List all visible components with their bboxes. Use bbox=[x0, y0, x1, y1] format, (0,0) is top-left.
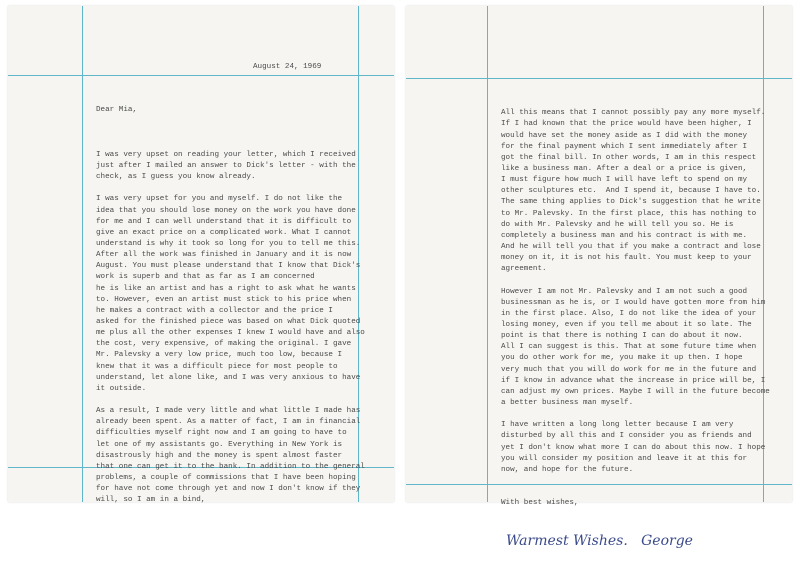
text-line: he makes a contract with a collector and the price I bbox=[96, 306, 333, 315]
text-line: money on it, it is not his fault. You must keep to your bbox=[501, 254, 752, 263]
letter-body bbox=[501, 86, 770, 572]
text-line: let one of my assistants go. Everything in New York is bbox=[96, 440, 343, 449]
text-line: in the first place. Also, I do not like the idea of your bbox=[501, 309, 757, 318]
text-line: All I can suggest is this. That at some future time when bbox=[501, 343, 757, 352]
text-line: it outside. bbox=[96, 384, 147, 393]
text-line: do with Mr. Palevsky and he will tell you so. He is bbox=[501, 220, 734, 229]
text-line: If I had known that the price would have been higher, I bbox=[501, 120, 752, 129]
letter-body bbox=[96, 83, 365, 540]
text-line: just after I mailed an answer to Dick's letter - with the bbox=[96, 162, 356, 171]
text-line: would have set the money aside as I did with the money bbox=[501, 131, 748, 140]
text-line: problems, a couple of commissions that I have been hoping bbox=[96, 474, 356, 482]
text-line: The same thing applies to Dick's suggestion that he write bbox=[501, 198, 761, 207]
text-line: check, as I guess you know already. bbox=[96, 173, 256, 182]
text-line: businessman as he is, or I would have gotten more from him bbox=[501, 298, 766, 307]
text-line: understand, let alone like, and I was very anxious to have bbox=[96, 373, 361, 382]
paragraph bbox=[501, 287, 770, 410]
paragraph bbox=[501, 108, 770, 275]
text-line: As a result, I made very little and what little I made has bbox=[96, 407, 361, 416]
paragraph bbox=[96, 150, 365, 183]
paragraph bbox=[501, 420, 770, 476]
margin-rule-top bbox=[8, 75, 394, 76]
text-line: I was very upset on reading your letter, which I received bbox=[96, 150, 356, 159]
text-line: the cost, very expensive, of making the original. I gave bbox=[96, 340, 352, 349]
text-line: me plus all the other expenses I knew I would have and also bbox=[96, 329, 365, 338]
paragraph bbox=[96, 406, 365, 506]
text-line: completely a business man and his contract is with me. bbox=[501, 231, 748, 240]
margin-rule-left bbox=[487, 6, 488, 502]
text-line: difficulties myself right now and I am going to have to bbox=[96, 429, 347, 438]
text-line: disturbed by all this and I consider you as friends and bbox=[501, 432, 752, 441]
handwritten-signature: Warmest Wishes. George bbox=[506, 532, 693, 549]
text-line: for have not come through yet and now I don't know if they bbox=[96, 485, 361, 494]
text-line: if I know in advance what the increase in price will be, I bbox=[501, 376, 766, 385]
text-line: idea that you should lose money on the work you have done bbox=[96, 206, 356, 215]
text-line: for the final payment which I sent immediately after I bbox=[501, 142, 748, 151]
text-line: point is that there is nothing I can do about it now. bbox=[501, 332, 743, 341]
margin-rule-top bbox=[406, 78, 792, 79]
text-line: knew that it was a difficult piece for most people to bbox=[96, 362, 338, 371]
text-line: I have written a long long letter because I am very bbox=[501, 421, 734, 430]
text-line: can adjust my own prices. Maybe I will in the future become bbox=[501, 387, 770, 396]
text-line: Mr. Palevsky a very low price, much too low, because I bbox=[96, 351, 343, 360]
text-line: to. However, even an artist must stick to his price when bbox=[96, 295, 352, 304]
text-line: I was very upset for you and myself. I do not like the bbox=[96, 195, 343, 204]
text-line: now, and hope for the future. bbox=[501, 465, 634, 474]
text-line: I must figure how much I will have left to spend on my bbox=[501, 176, 748, 185]
salutation: Dear Mia, bbox=[96, 106, 138, 115]
text-line: like a business man. After a deal or a price is given, bbox=[501, 165, 748, 174]
text-line: already been spent. As a matter of fact, I am in financial bbox=[96, 418, 361, 427]
text-line: to Mr. Palevsky. In the first place, this has nothing to bbox=[501, 209, 757, 218]
text-line: he is like an artist and has a right to ask what he wants bbox=[96, 284, 356, 293]
text-line: However I am not Mr. Palevsky and I am not such a good bbox=[501, 287, 748, 296]
text-line: a better business man myself. bbox=[501, 398, 634, 407]
text-line: disastrously high and the money is spent almost faster bbox=[96, 451, 343, 460]
text-line: will, so I am in a bind, bbox=[96, 496, 206, 505]
text-line: very much that you will do work for me in the future and bbox=[501, 365, 757, 374]
text-line: And he will tell you that if you make a contract and lose bbox=[501, 243, 761, 251]
text-line: losing money, even if you tell me about it so late. The bbox=[501, 320, 752, 329]
text-line: got the final bill. In other words, I am in this respect bbox=[501, 153, 757, 162]
text-line: yet I don't know what more I can do about this now. I hope bbox=[501, 443, 766, 452]
text-line: All this means that I cannot possibly pay any more myself. bbox=[501, 109, 766, 118]
text-line: that one can get it to the bank. In addition to the general bbox=[96, 462, 365, 471]
letter-page-2 bbox=[406, 6, 792, 549]
closing: With best wishes, bbox=[501, 499, 579, 508]
letter-date: August 24, 1969 bbox=[253, 63, 322, 71]
letter-page-1 bbox=[8, 6, 394, 505]
text-line: work is superb and that as far as I am concerned bbox=[96, 273, 315, 282]
text-line: you will consider my position and leave it at this for bbox=[501, 454, 748, 463]
margin-rule-left bbox=[82, 6, 83, 502]
text-line: agreement. bbox=[501, 265, 547, 274]
text-line: asked for the finished piece was based on what Dick quoted bbox=[96, 318, 361, 327]
text-line: After all the work was finished in January and it is now bbox=[96, 251, 352, 260]
text-line: you do other work for me, you make it up then. I hope bbox=[501, 354, 743, 363]
paragraph bbox=[96, 194, 365, 395]
text-line: other sculptures etc. And I spend it, because I have to. bbox=[501, 187, 761, 196]
text-line: for me and I can well understand that it is difficult to bbox=[96, 217, 352, 226]
text-line: August. You must please understand that I know that Dick's bbox=[96, 262, 361, 271]
text-line: understand is why it took so long for you to tell me this. bbox=[96, 240, 361, 249]
text-line: give an exact price on a complicated work. What I cannot bbox=[96, 228, 352, 237]
